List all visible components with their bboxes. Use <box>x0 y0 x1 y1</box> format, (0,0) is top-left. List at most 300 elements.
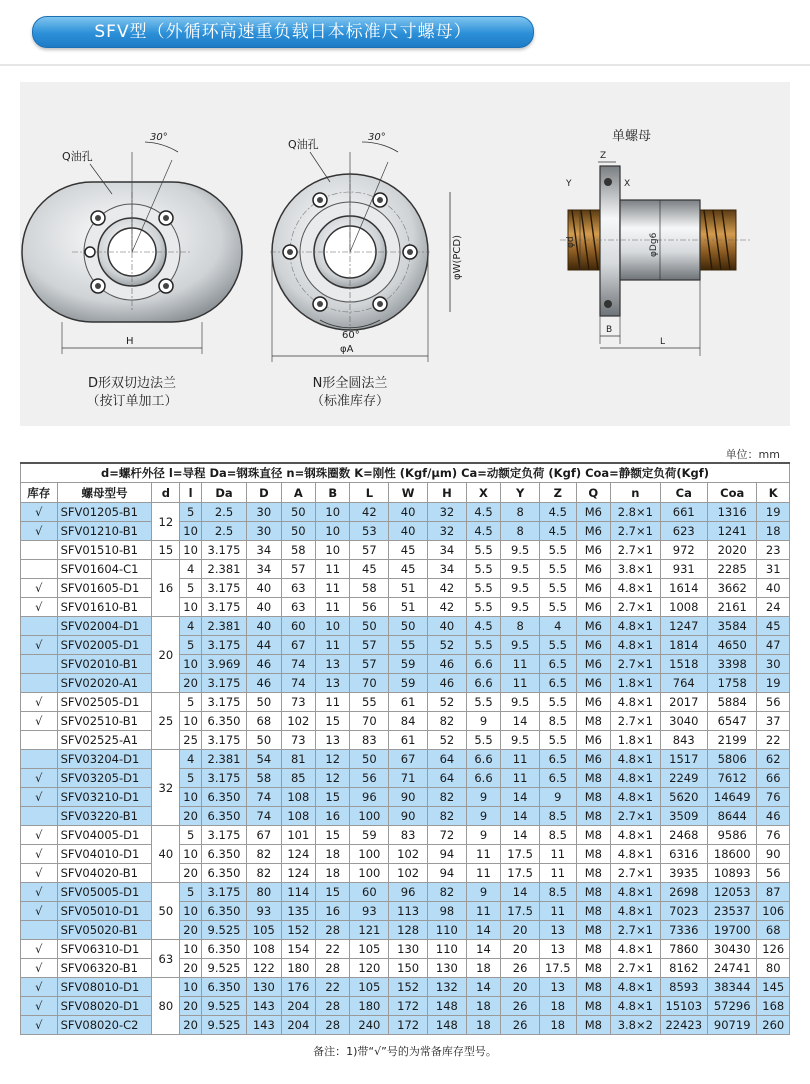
value-cell: 5 <box>180 883 202 902</box>
column-header: Da <box>201 483 246 503</box>
value-cell: 96 <box>350 788 389 807</box>
table-body <box>21 503 790 1035</box>
value-cell: M8 <box>576 940 610 959</box>
value-cell: 87 <box>757 883 790 902</box>
value-cell: 124 <box>281 864 315 883</box>
value-cell: 128 <box>389 921 428 940</box>
value-cell: 3.175 <box>201 731 246 750</box>
value-cell: 6316 <box>660 845 707 864</box>
value-cell: 34 <box>247 560 281 579</box>
value-cell: 204 <box>281 1016 315 1035</box>
value-cell: 26 <box>501 959 540 978</box>
value-cell: 2.7×1 <box>611 864 661 883</box>
stock-mark-cell <box>21 731 58 750</box>
value-cell: 4.8×1 <box>611 826 661 845</box>
footnote: 备注：1)带“√”号的为常备库存型号。 <box>313 1045 497 1058</box>
model-cell: SFV05010-D1 <box>57 902 152 921</box>
value-cell: M8 <box>576 883 610 902</box>
value-cell: 4650 <box>707 636 757 655</box>
value-cell: 52 <box>428 693 467 712</box>
column-header: H <box>428 483 467 503</box>
value-cell: 30430 <box>707 940 757 959</box>
value-cell: 20 <box>180 997 202 1016</box>
value-cell: 623 <box>660 522 707 541</box>
value-cell: 145 <box>757 978 790 997</box>
n-flange-subcaption: （标准库存） <box>310 394 389 409</box>
value-cell: 22 <box>757 731 790 750</box>
value-cell: M6 <box>576 750 610 769</box>
value-cell: 2017 <box>660 693 707 712</box>
table-row <box>21 731 790 750</box>
column-header: Y <box>501 483 540 503</box>
value-cell: 19 <box>757 503 790 522</box>
value-cell: 14 <box>501 883 540 902</box>
value-cell: 55 <box>389 636 428 655</box>
column-header: K <box>757 483 790 503</box>
value-cell: 30 <box>757 655 790 674</box>
shaft-diameter-cell: 12 <box>152 503 180 541</box>
value-cell: 5884 <box>707 693 757 712</box>
value-cell: 13 <box>539 921 576 940</box>
side-d-label: φd <box>566 236 576 248</box>
value-cell: 15103 <box>660 997 707 1016</box>
value-cell: M6 <box>576 693 610 712</box>
value-cell: 13 <box>539 978 576 997</box>
value-cell: 143 <box>247 997 281 1016</box>
shaft-diameter-cell: 16 <box>152 560 180 617</box>
value-cell: 1316 <box>707 503 757 522</box>
value-cell: 5806 <box>707 750 757 769</box>
value-cell: 2.5 <box>201 503 246 522</box>
value-cell: 58 <box>350 579 389 598</box>
value-cell: 12 <box>316 769 350 788</box>
value-cell: 45 <box>757 617 790 636</box>
table-row <box>21 693 790 712</box>
table-row <box>21 769 790 788</box>
value-cell: 8.5 <box>539 807 576 826</box>
value-cell: 12 <box>316 750 350 769</box>
model-cell: SFV01610-B1 <box>57 598 152 617</box>
value-cell: 9.5 <box>501 560 540 579</box>
value-cell: 8644 <box>707 807 757 826</box>
value-cell: 57 <box>350 655 389 674</box>
value-cell: 10 <box>316 522 350 541</box>
value-cell: 6.350 <box>201 712 246 731</box>
value-cell: 9.5 <box>501 598 540 617</box>
value-cell: 2.7×1 <box>611 959 661 978</box>
value-cell: 56 <box>350 598 389 617</box>
value-cell: 18 <box>466 997 500 1016</box>
value-cell: 63 <box>281 579 315 598</box>
value-cell: 5 <box>180 579 202 598</box>
n-pcd-label: φW(PCD) <box>452 235 463 280</box>
column-header: B <box>316 483 350 503</box>
value-cell: 10 <box>180 655 202 674</box>
value-cell: 37 <box>757 712 790 731</box>
value-cell: 54 <box>247 750 281 769</box>
shaft-diameter-cell: 50 <box>152 883 180 940</box>
model-cell: SFV02510-B1 <box>57 712 152 731</box>
value-cell: 122 <box>247 959 281 978</box>
model-cell: SFV08010-D1 <box>57 978 152 997</box>
value-cell: 2161 <box>707 598 757 617</box>
value-cell: 9.525 <box>201 1016 246 1035</box>
value-cell: 3662 <box>707 579 757 598</box>
value-cell: 40 <box>247 598 281 617</box>
value-cell: 44 <box>247 636 281 655</box>
value-cell: 5 <box>180 769 202 788</box>
model-cell: SFV04010-D1 <box>57 845 152 864</box>
value-cell: 46 <box>247 655 281 674</box>
value-cell: 172 <box>389 1016 428 1035</box>
value-cell: 6.6 <box>466 655 500 674</box>
value-cell: 661 <box>660 503 707 522</box>
value-cell: 11 <box>539 902 576 921</box>
value-cell: 20 <box>180 921 202 940</box>
value-cell: 74 <box>281 655 315 674</box>
shaft-diameter-cell: 20 <box>152 617 180 693</box>
value-cell: 34 <box>428 541 467 560</box>
value-cell: 82 <box>428 883 467 902</box>
column-header: n <box>611 483 661 503</box>
value-cell: 66 <box>757 769 790 788</box>
value-cell: 28 <box>316 959 350 978</box>
value-cell: 11 <box>466 902 500 921</box>
stock-mark-cell: √ <box>21 826 58 845</box>
value-cell: 105 <box>247 921 281 940</box>
value-cell: 20 <box>501 940 540 959</box>
d-angle-label: 30° <box>150 132 168 143</box>
value-cell: 6.6 <box>466 769 500 788</box>
value-cell: 5 <box>180 636 202 655</box>
value-cell: 70 <box>350 712 389 731</box>
value-cell: 124 <box>281 845 315 864</box>
table-row <box>21 978 790 997</box>
value-cell: 71 <box>389 769 428 788</box>
value-cell: 11 <box>466 864 500 883</box>
value-cell: 11 <box>316 560 350 579</box>
n-angle60-label: 60° <box>342 330 360 341</box>
value-cell: 59 <box>389 674 428 693</box>
value-cell: 14 <box>501 712 540 731</box>
value-cell: M8 <box>576 921 610 940</box>
value-cell: 108 <box>281 807 315 826</box>
technical-drawing-panel <box>20 82 790 426</box>
value-cell: 26 <box>501 997 540 1016</box>
value-cell: M6 <box>576 617 610 636</box>
value-cell: 4.8×1 <box>611 788 661 807</box>
value-cell: 130 <box>428 959 467 978</box>
value-cell: 32 <box>428 503 467 522</box>
value-cell: M6 <box>576 541 610 560</box>
value-cell: 46 <box>247 674 281 693</box>
value-cell: 64 <box>428 769 467 788</box>
flange-profile <box>600 166 620 316</box>
table-legend: d=螺杆外径 l=导程 Da=钢珠直径 n=钢珠圈数 K=刚性 (Kgf/μm) Ca=动额定负荷 (Kgf) Coa=静额定负荷(Kgf) <box>21 463 790 483</box>
value-cell: 7336 <box>660 921 707 940</box>
value-cell: 18 <box>466 1016 500 1035</box>
value-cell: 2020 <box>707 541 757 560</box>
model-cell: SFV03210-D1 <box>57 788 152 807</box>
stock-mark-cell <box>21 807 58 826</box>
value-cell: 40 <box>247 579 281 598</box>
value-cell: 5.5 <box>466 598 500 617</box>
table-row <box>21 598 790 617</box>
value-cell: 11 <box>501 769 540 788</box>
value-cell: 17.5 <box>501 902 540 921</box>
value-cell: 20 <box>180 807 202 826</box>
value-cell: 90719 <box>707 1016 757 1035</box>
value-cell: 5.5 <box>539 541 576 560</box>
header-divider <box>0 64 810 66</box>
value-cell: 84 <box>389 712 428 731</box>
stock-mark-cell <box>21 655 58 674</box>
column-header: d <box>152 483 180 503</box>
column-header: D <box>247 483 281 503</box>
value-cell: 5 <box>180 826 202 845</box>
value-cell: 10 <box>180 598 202 617</box>
value-cell: 18600 <box>707 845 757 864</box>
value-cell: 1517 <box>660 750 707 769</box>
value-cell: 17.5 <box>539 959 576 978</box>
value-cell: 4.5 <box>466 617 500 636</box>
value-cell: 6.350 <box>201 807 246 826</box>
value-cell: 47 <box>757 636 790 655</box>
value-cell: 45 <box>350 560 389 579</box>
d-flange-drawing <box>22 132 242 354</box>
value-cell: 20 <box>180 864 202 883</box>
stock-mark-cell <box>21 560 58 579</box>
value-cell: M6 <box>576 731 610 750</box>
value-cell: 57 <box>350 541 389 560</box>
value-cell: 74 <box>247 788 281 807</box>
model-cell: SFV02505-D1 <box>57 693 152 712</box>
unit-label: 单位：mm <box>725 448 780 461</box>
table-row <box>21 560 790 579</box>
model-cell: SFV05005-D1 <box>57 883 152 902</box>
side-dg6-label: φDg6 <box>649 232 659 257</box>
value-cell: 5 <box>180 503 202 522</box>
value-cell: 5.5 <box>466 579 500 598</box>
value-cell: 67 <box>247 826 281 845</box>
table-row <box>21 1016 790 1035</box>
value-cell: 55 <box>350 693 389 712</box>
stock-mark-cell: √ <box>21 1016 58 1035</box>
value-cell: 67 <box>281 636 315 655</box>
value-cell: 74 <box>247 807 281 826</box>
value-cell: 23537 <box>707 902 757 921</box>
value-cell: 1814 <box>660 636 707 655</box>
value-cell: 9 <box>466 788 500 807</box>
value-cell: 148 <box>428 1016 467 1035</box>
table-row <box>21 750 790 769</box>
value-cell: 101 <box>281 826 315 845</box>
stock-mark-cell <box>21 617 58 636</box>
value-cell: 105 <box>350 940 389 959</box>
value-cell: M8 <box>576 826 610 845</box>
value-cell: 57 <box>281 560 315 579</box>
value-cell: 30 <box>247 503 281 522</box>
value-cell: 32 <box>428 522 467 541</box>
value-cell: 3040 <box>660 712 707 731</box>
value-cell: 113 <box>389 902 428 921</box>
value-cell: 130 <box>389 940 428 959</box>
value-cell: 61 <box>389 693 428 712</box>
value-cell: 135 <box>281 902 315 921</box>
value-cell: 2199 <box>707 731 757 750</box>
column-header: X <box>466 483 500 503</box>
value-cell: 50 <box>350 617 389 636</box>
value-cell: 18 <box>316 864 350 883</box>
model-cell: SFV02525-A1 <box>57 731 152 750</box>
value-cell: 82 <box>428 807 467 826</box>
value-cell: 4 <box>539 617 576 636</box>
value-cell: 152 <box>281 921 315 940</box>
value-cell: 5.5 <box>539 560 576 579</box>
value-cell: 3935 <box>660 864 707 883</box>
value-cell: 20 <box>180 959 202 978</box>
value-cell: 6547 <box>707 712 757 731</box>
value-cell: 260 <box>757 1016 790 1035</box>
column-header: l <box>180 483 202 503</box>
value-cell: 10 <box>180 845 202 864</box>
value-cell: 931 <box>660 560 707 579</box>
column-header: L <box>350 483 389 503</box>
table-row <box>21 617 790 636</box>
value-cell: 3.8×2 <box>611 1016 661 1035</box>
value-cell: 76 <box>757 788 790 807</box>
column-header: 螺母型号 <box>57 483 152 503</box>
value-cell: 9.5 <box>501 731 540 750</box>
table-row <box>21 826 790 845</box>
column-header: A <box>281 483 315 503</box>
model-cell: SFV02004-D1 <box>57 617 152 636</box>
table-row <box>21 579 790 598</box>
value-cell: 105 <box>350 978 389 997</box>
table-row <box>21 845 790 864</box>
value-cell: 6.350 <box>201 864 246 883</box>
model-cell: SFV06320-B1 <box>57 959 152 978</box>
value-cell: 22423 <box>660 1016 707 1035</box>
model-cell: SFV03220-B1 <box>57 807 152 826</box>
stock-mark-cell: √ <box>21 883 58 902</box>
value-cell: 25 <box>180 731 202 750</box>
value-cell: 11 <box>539 864 576 883</box>
d-h-label: H <box>126 336 134 347</box>
value-cell: 126 <box>757 940 790 959</box>
value-cell: 94 <box>428 864 467 883</box>
value-cell: 2.5 <box>201 522 246 541</box>
shaft-diameter-cell: 15 <box>152 541 180 560</box>
value-cell: 4.8×1 <box>611 750 661 769</box>
column-header: W <box>389 483 428 503</box>
value-cell: 9 <box>466 807 500 826</box>
value-cell: 150 <box>389 959 428 978</box>
value-cell: 18 <box>757 522 790 541</box>
value-cell: 64 <box>428 750 467 769</box>
value-cell: 70 <box>350 674 389 693</box>
value-cell: 1.8×1 <box>611 674 661 693</box>
value-cell: 42 <box>350 503 389 522</box>
model-cell: SFV02005-D1 <box>57 636 152 655</box>
value-cell: 4.8×1 <box>611 940 661 959</box>
value-cell: 53 <box>350 522 389 541</box>
d-q-label: Q油孔 <box>62 150 93 163</box>
stock-mark-cell: √ <box>21 997 58 1016</box>
value-cell: 2249 <box>660 769 707 788</box>
value-cell: 93 <box>350 902 389 921</box>
stock-mark-cell: √ <box>21 978 58 997</box>
value-cell: 4.8×1 <box>611 579 661 598</box>
value-cell: 176 <box>281 978 315 997</box>
value-cell: 40 <box>389 503 428 522</box>
table-row <box>21 883 790 902</box>
side-view-title: 单螺母 <box>612 129 652 144</box>
value-cell: 2.7×1 <box>611 598 661 617</box>
value-cell: 2285 <box>707 560 757 579</box>
stock-mark-cell: √ <box>21 959 58 978</box>
stock-mark-cell <box>21 541 58 560</box>
value-cell: 2.7×1 <box>611 712 661 731</box>
value-cell: M8 <box>576 1016 610 1035</box>
value-cell: 4.5 <box>466 522 500 541</box>
d-flange-subcaption: （按订单加工） <box>86 394 178 409</box>
side-l-label: L <box>660 337 666 347</box>
n-flange-drawing <box>270 132 463 362</box>
value-cell: 106 <box>757 902 790 921</box>
value-cell: 80 <box>757 959 790 978</box>
value-cell: 96 <box>389 883 428 902</box>
value-cell: 5.5 <box>539 693 576 712</box>
value-cell: 24 <box>757 598 790 617</box>
value-cell: 57 <box>350 636 389 655</box>
value-cell: 62 <box>757 750 790 769</box>
value-cell: 13 <box>539 940 576 959</box>
value-cell: 2.7×1 <box>611 522 661 541</box>
value-cell: 152 <box>389 978 428 997</box>
model-cell: SFV01605-D1 <box>57 579 152 598</box>
stock-mark-cell: √ <box>21 864 58 883</box>
value-cell: 30 <box>247 522 281 541</box>
value-cell: 38344 <box>707 978 757 997</box>
value-cell: 13 <box>316 674 350 693</box>
value-cell: 10 <box>316 541 350 560</box>
value-cell: 56 <box>350 769 389 788</box>
table-row <box>21 940 790 959</box>
value-cell: 100 <box>350 845 389 864</box>
value-cell: 204 <box>281 997 315 1016</box>
value-cell: 15 <box>316 712 350 731</box>
value-cell: 764 <box>660 674 707 693</box>
table-row <box>21 788 790 807</box>
value-cell: M8 <box>576 845 610 864</box>
stock-mark-cell: √ <box>21 579 58 598</box>
value-cell: M6 <box>576 674 610 693</box>
table-row <box>21 522 790 541</box>
value-cell: 10 <box>316 503 350 522</box>
side-y-label: Y <box>566 179 572 189</box>
stock-mark-cell: √ <box>21 503 58 522</box>
value-cell: 51 <box>389 579 428 598</box>
shaft-diameter-cell: 25 <box>152 693 180 750</box>
value-cell: 13 <box>316 731 350 750</box>
value-cell: 148 <box>428 997 467 1016</box>
value-cell: 10 <box>316 617 350 636</box>
title-banner <box>32 16 534 48</box>
value-cell: 1008 <box>660 598 707 617</box>
value-cell: 45 <box>389 560 428 579</box>
model-cell: SFV01210-B1 <box>57 522 152 541</box>
